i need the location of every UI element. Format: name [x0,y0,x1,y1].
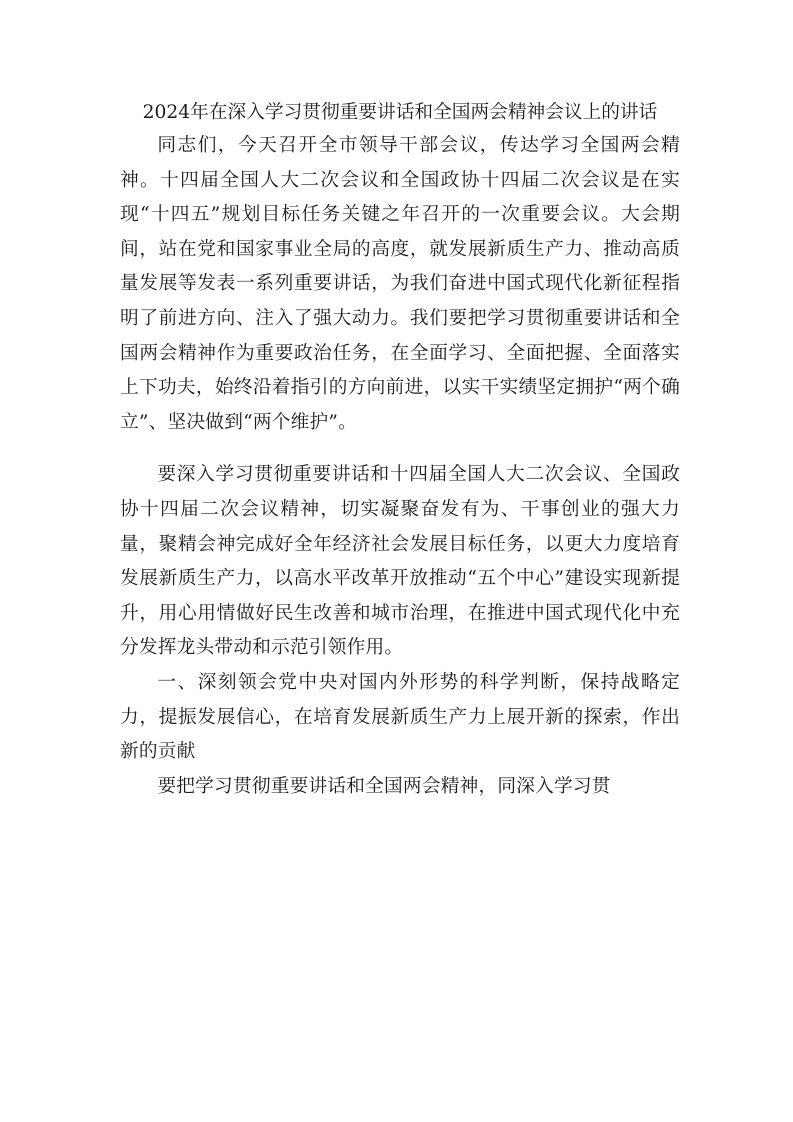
paragraph-requirements: 要深入学习贯彻重要讲话和十四届全国人大二次会议、全国政协十四届二次会议精神，切实凝聚奋发有为、干事创业的强大力量，聚精会神完成好全年经济社会发展目标任务，以更大力度培育发展新质生产力，以高水平改革开放推动“五个中心”建设实现新提升，用心用情做好民生改善和城市治理，在推进中国式现代化中充分发挥龙头带动和示范引领作用。 [120,464,680,659]
document-body [120,96,680,804]
paragraph-section-one: 要把学习贯彻重要讲话和全国两会精神，同深入学习贯 [157,775,611,797]
document-title: 2024年在深入学习贯彻重要讲话和全国两会精神会议上的讲话 [142,102,658,123]
section-heading-one: 一、深刻领会党中央对国内外形势的科学判断，保持战略定力，提振发展信心，在培育发展新质生产力上展开新的探索，作出新的贡献 [120,671,680,763]
paragraph-intro: 同志们，今天召开全市领导干部会议，传达学习全国两会精神。十四届全国人大二次会议和全国政协十四届二次会议是在实现“十四五”规划目标任务关键之年召开的一次重要会议。大会期间，站在党和国家事业全局的高度，就发展新质生产力、推动高质量发展等发表一系列重要讲话，为我们奋进中国式现代化新征程指明了前进方向、注入了强大动力。我们要把学习贯彻重要讲话和全国两会精神作为重要政治任务，在全面学习、全面把握、全面落实上下功夫，始终沿着指引的方向前进，以实干实绩坚定拥护“两个确立”、坚决做到“两个维护”。 [120,135,680,433]
